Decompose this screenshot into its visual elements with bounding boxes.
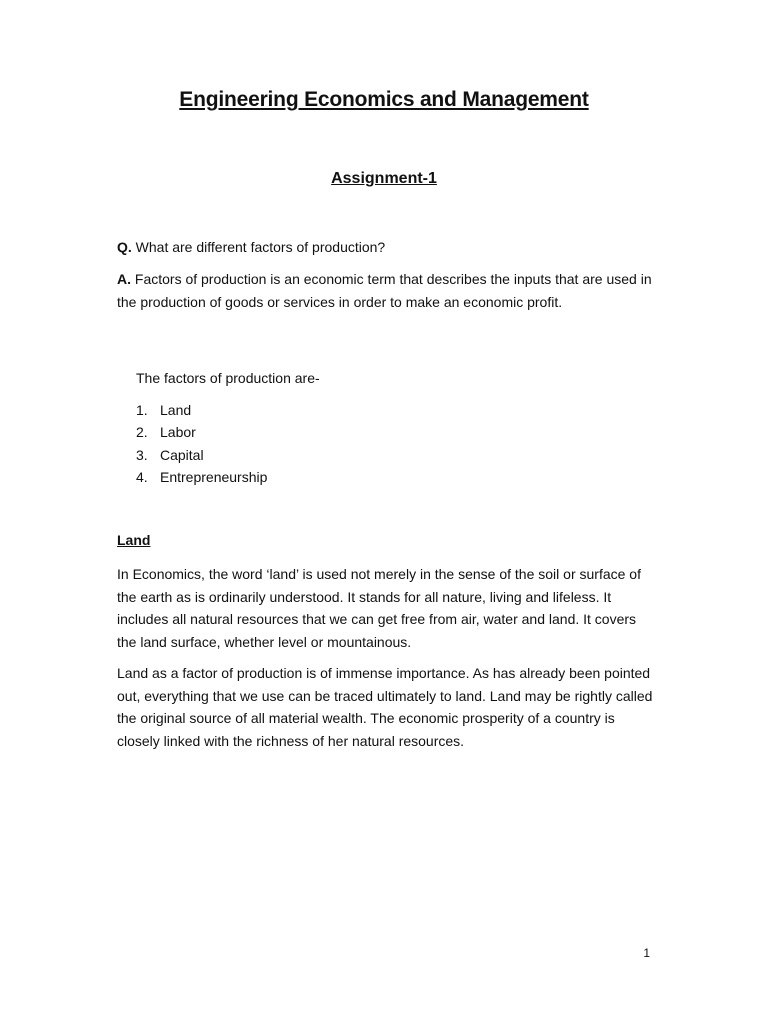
list-item-number: 4. [136,468,148,485]
list-item [136,466,267,488]
list-item-number: 1. [136,402,148,418]
list-item-number: 3. [136,446,148,463]
list-item-label: Land [160,402,192,418]
list-item-label: Labor [160,424,196,441]
document-title: Engineering Economics and Management [179,88,589,111]
land-paragraph-2: Land as a factor of production is of immense importance. As has already been pointed out, everything that we use can be traced ultimately to land. Land may be rightly called the original source of all material wealth. The economic prosperity of a country is closely linked with the richness of her natural resources. [117,665,653,749]
list-item [136,444,267,466]
factors-list [136,399,267,488]
answer-label: A. [117,271,131,287]
question-text: What are different factors of production? [131,239,386,255]
list-item [136,421,267,443]
list-item-number: 2. [136,424,148,441]
list-item-label: Entrepreneurship [160,468,268,485]
factors-intro: The factors of production are- [136,370,320,386]
answer [117,268,657,313]
list-item-label: Capital [160,446,204,463]
list-item [136,399,267,421]
question-label: Q. [117,239,132,255]
land-section-heading: Land [117,532,151,548]
question [117,236,657,259]
page-number: 1 [643,946,650,960]
answer-text: Factors of production is an economic term that describes the inputs that are used in the production of goods or services in order to make an economic profit. [117,271,652,310]
assignment-subtitle: Assignment-1 [331,170,437,187]
land-paragraph-1: In Economics, the word ‘land’ is used not merely in the sense of the soil or surface of the earth as is ordinarily understood. It stands for all nature, living and lifeless. It includes all natural resources that we can get free from air, water and land. It covers the land surface, whether level or mountainous. [117,566,641,650]
